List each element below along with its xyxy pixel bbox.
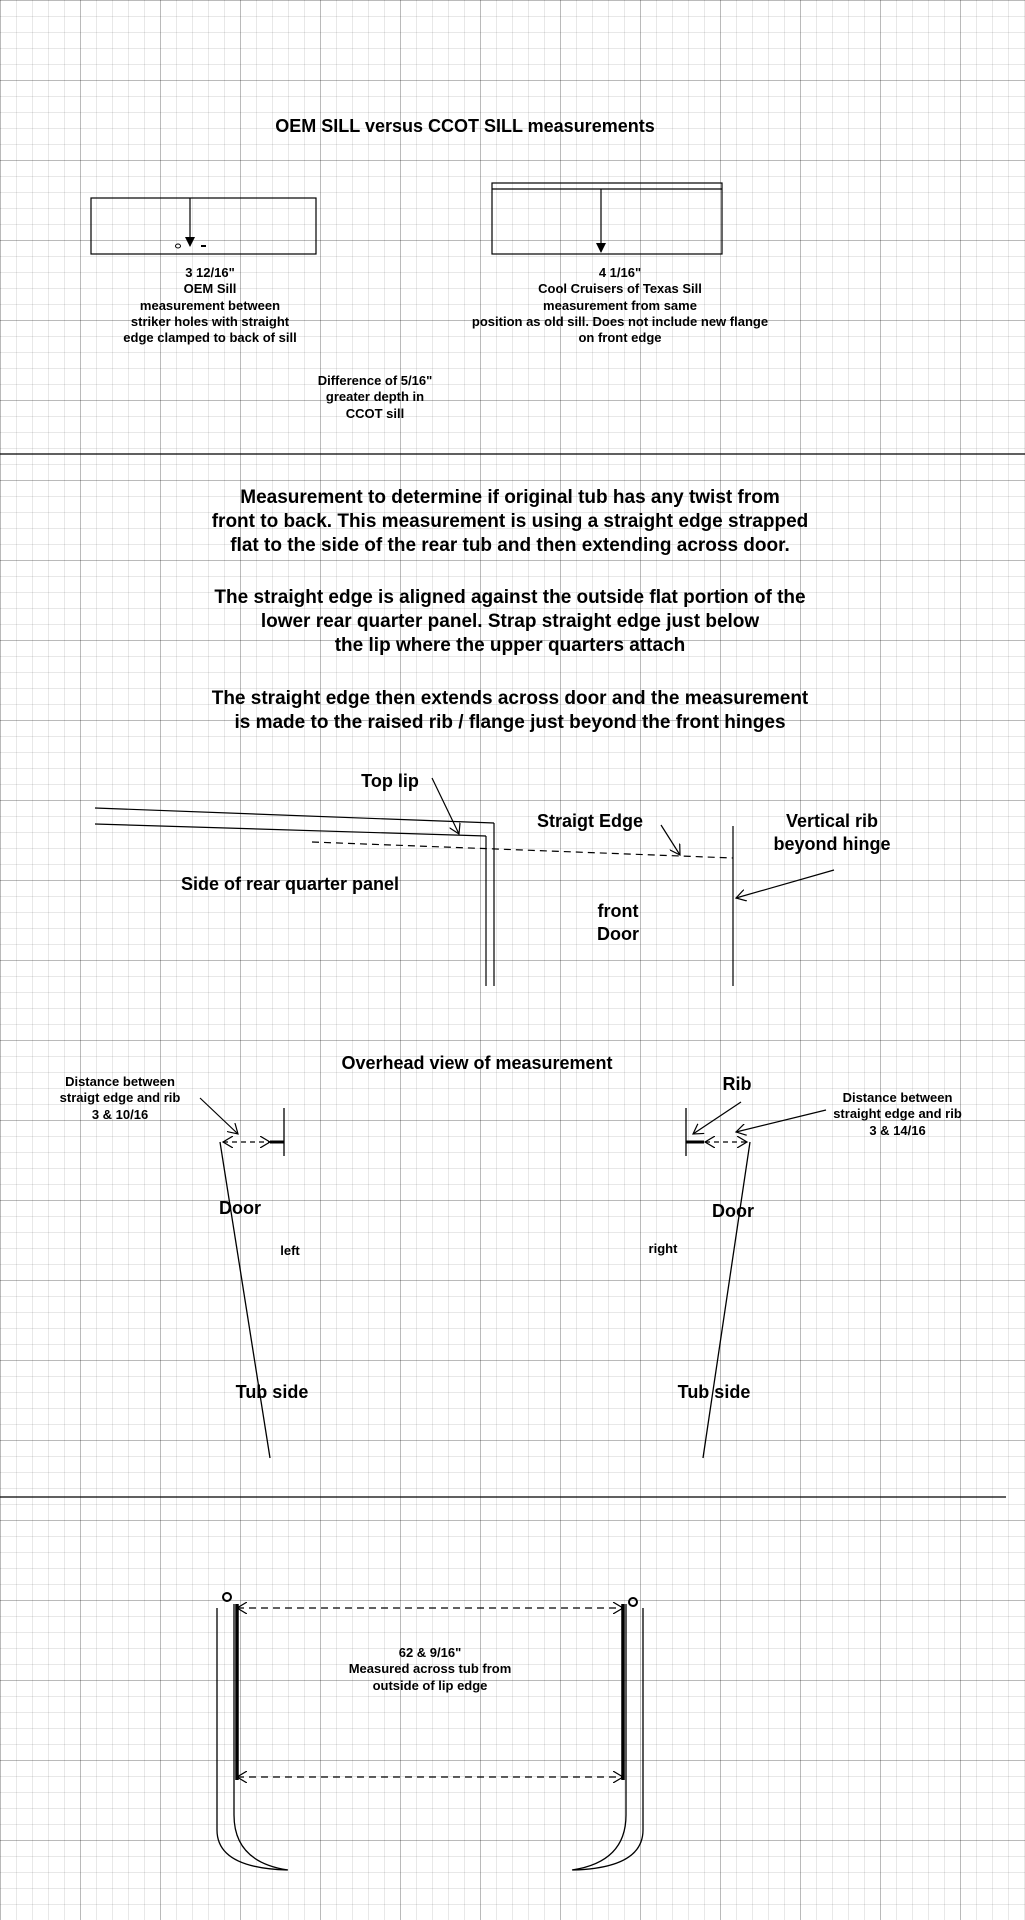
ccot-sill-caption: 4 1/16" Cool Cruisers of Texas Sill measurement from same position as old sill. Does not include new flange on front edge xyxy=(471,265,769,345)
left-distance-label: Distance between straigt edge and rib 3 & 10/16 xyxy=(59,1074,181,1122)
rib-label: Rib xyxy=(722,1074,752,1094)
overhead-left-drawing xyxy=(200,1098,284,1458)
oem-sill-drawing xyxy=(91,198,316,254)
straight-edge-label: Straigt Edge xyxy=(536,811,643,831)
right-distance-pointer xyxy=(736,1110,826,1132)
right-distance-label: Distance between straight edge and rib 3 & 14/16 xyxy=(833,1090,962,1138)
lip-hole xyxy=(223,1593,231,1601)
right-door-label: Door xyxy=(712,1201,754,1221)
left-tub-label: Tub side xyxy=(235,1382,309,1402)
overhead-title: Overhead view of measurement xyxy=(341,1053,613,1073)
overhead-right-drawing xyxy=(686,1102,826,1458)
twist-paragraph-2: The straight edge is aligned against the outside flat portion of the lower rear quarter panel. Strap straight edge just below the lip where the upper quarters attach xyxy=(214,587,806,656)
striker-hole xyxy=(201,245,206,247)
vertical-rib-label: Vertical rib beyond hinge xyxy=(773,811,891,854)
difference-note: Difference of 5/16" greater depth in CCOT sill xyxy=(317,373,433,421)
front-door-label: front Door xyxy=(597,901,639,944)
lip-hole xyxy=(629,1598,637,1606)
left-distance-pointer xyxy=(200,1098,238,1134)
vertical-rib-arrow xyxy=(736,870,834,898)
top-lip-label: Top lip xyxy=(361,771,419,791)
tub-width-caption: 62 & 9/16" Measured across tub from outside of lip edge xyxy=(348,1645,512,1693)
right-tub-label: Tub side xyxy=(677,1382,751,1402)
left-door-label: Door xyxy=(219,1198,261,1218)
striker-hole xyxy=(176,244,181,248)
twist-paragraph-3: The straight edge then extends across door and the measurement is made to the raised rib / flange just beyond the front hinges xyxy=(211,688,809,733)
quarter-panel-label: Side of rear quarter panel xyxy=(180,874,400,894)
sill-title: OEM SILL versus CCOT SILL measurements xyxy=(275,116,655,136)
twist-paragraph-1: Measurement to determine if original tub has any twist from front to back. This measurement is using a straight edge strapped flat to the side of the rear tub and then extending across door. xyxy=(211,487,809,556)
right-side-label: right xyxy=(648,1241,678,1256)
ccot-sill-drawing xyxy=(492,183,722,254)
tub-width-drawing xyxy=(217,1593,643,1870)
rib-pointer xyxy=(693,1102,741,1134)
left-side-label: left xyxy=(280,1243,300,1258)
straight-edge-line xyxy=(312,842,733,858)
oem-sill-caption: 3 12/16" OEM Sill measurement between striker holes with straight edge clamped to back of sill xyxy=(123,265,297,345)
